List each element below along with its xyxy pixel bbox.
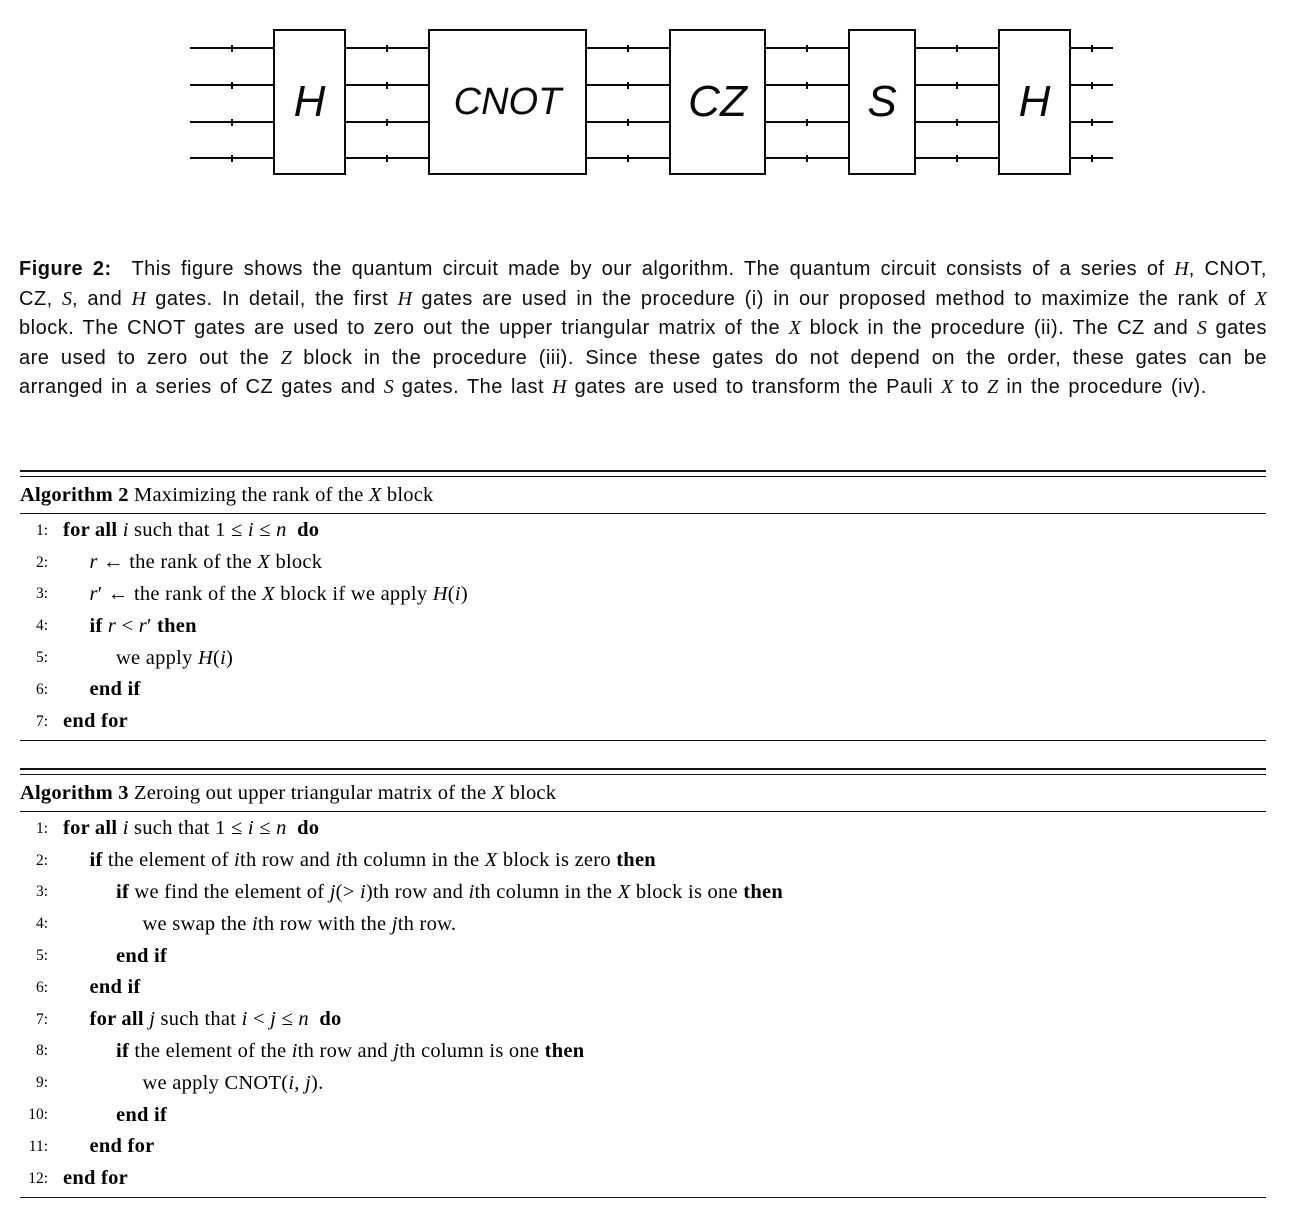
text-segment: block. The CNOT gates are used to zero out the upper triangular matrix of the	[19, 317, 789, 339]
wire-joint-tick	[386, 45, 388, 52]
text-segment: i	[359, 880, 366, 903]
line-number: 12:	[28, 1169, 48, 1187]
text-segment: H	[1174, 258, 1189, 280]
text-segment: Z	[280, 346, 292, 369]
algorithm-3-body	[20, 812, 1266, 1197]
text-segment: , CNOT, CZ,	[19, 258, 1267, 310]
text-segment: i	[288, 1071, 295, 1094]
text-segment: end for	[63, 1167, 128, 1190]
text-segment: )	[226, 646, 234, 669]
wire-joint-tick	[806, 82, 808, 89]
line-content	[63, 519, 319, 542]
text-segment: j	[270, 1008, 277, 1031]
text-segment: i	[468, 880, 475, 903]
gate-label: S	[867, 77, 897, 126]
text-segment: if	[116, 880, 130, 903]
text-segment: th row with the	[257, 912, 392, 935]
wire-joint-tick	[956, 82, 958, 89]
text-segment: to	[953, 376, 988, 398]
text-segment: ← the rank of the	[102, 582, 263, 605]
text-segment: Zeroing out upper triangular matrix of the	[128, 781, 492, 804]
text-segment: Maximizing the rank of the	[128, 483, 369, 506]
line-content	[90, 1008, 342, 1031]
text-segment: X	[491, 781, 505, 804]
text-segment: X	[257, 551, 271, 574]
line-content	[116, 647, 233, 670]
text-segment: n	[276, 519, 287, 542]
line-content	[90, 976, 141, 999]
text-segment: ).	[311, 1071, 324, 1094]
algorithm-line	[20, 908, 1266, 940]
line-number: 3:	[35, 883, 48, 901]
text-segment: )th row and	[365, 880, 469, 903]
text-segment: X	[262, 582, 275, 605]
text-segment: the element of the	[129, 1039, 292, 1062]
text-segment: Z	[987, 376, 999, 398]
wire-joint-tick	[956, 119, 958, 126]
line-content	[90, 849, 656, 872]
algorithm-2-block	[20, 470, 1266, 741]
text-segment: gates. The last	[393, 376, 553, 398]
text-segment: for all	[63, 519, 118, 542]
wire-joint-tick	[627, 82, 629, 89]
line-content	[63, 1167, 128, 1190]
text-segment: such that 1 ≤	[128, 519, 248, 542]
text-segment	[287, 519, 298, 541]
wire-joint-tick	[806, 45, 808, 52]
text-segment: This figure shows the quantum circuit made by our algorithm. The quantum circuit consists of a series of	[111, 258, 1175, 280]
text-segment: for all	[89, 1008, 144, 1031]
text-segment: block	[270, 551, 323, 574]
algorithm-line	[20, 1099, 1266, 1131]
text-segment: X	[788, 317, 802, 339]
text-segment: block is zero	[497, 849, 617, 872]
text-segment: end for	[89, 1135, 155, 1158]
wire-joint-tick	[627, 155, 629, 162]
text-segment: the element of	[102, 849, 235, 872]
algorithm-line	[20, 1163, 1266, 1195]
text-segment: <	[116, 614, 139, 637]
text-segment: do	[297, 817, 320, 840]
h-gate-2-box	[998, 29, 1071, 175]
text-segment: th row and	[297, 1039, 394, 1062]
text-segment: in the procedure (iv).	[998, 376, 1207, 398]
text-segment: end if	[89, 678, 141, 701]
line-number: 4:	[35, 617, 48, 635]
text-segment: th column in the	[341, 849, 485, 872]
text-segment: we swap the	[142, 912, 252, 935]
text-segment: H	[197, 646, 214, 669]
line-number: 5:	[35, 649, 48, 667]
text-segment: gates. In detail, the first	[145, 287, 398, 310]
line-number: 8:	[35, 1042, 48, 1060]
algorithm-line	[20, 877, 1266, 909]
wire-joint-tick	[1091, 82, 1093, 89]
text-segment: ′	[97, 582, 103, 605]
text-segment: gates are used in the procedure (i) in our proposed method to maximize the rank of	[412, 287, 1255, 310]
text-segment: r	[89, 551, 98, 574]
text-segment: then	[616, 849, 656, 872]
text-segment: do	[319, 1008, 342, 1031]
text-segment: do	[297, 519, 320, 542]
wire-joint-tick	[627, 119, 629, 126]
line-content	[143, 913, 457, 936]
algorithm-line	[20, 1004, 1266, 1036]
text-segment: such that 1 ≤	[128, 817, 248, 840]
text-segment: block in the procedure (iii). Since these gates do not depend on the order, these gates can be arranged in a series of CZ gates and	[19, 346, 1267, 398]
wire-joint-tick	[806, 119, 808, 126]
text-segment: n	[298, 1008, 309, 1031]
h-gate-1-box	[273, 29, 346, 175]
text-segment: if	[89, 849, 103, 872]
text-segment: block	[381, 483, 434, 506]
text-segment: end for	[63, 710, 128, 733]
text-segment: H	[552, 376, 567, 398]
text-segment: , and	[72, 287, 132, 310]
text-segment: X	[368, 483, 382, 506]
line-number: 1:	[35, 819, 48, 837]
text-segment: H	[397, 287, 413, 310]
text-segment: j	[305, 1071, 311, 1094]
text-segment: we apply CNOT(	[142, 1071, 289, 1094]
text-segment: j	[149, 1008, 156, 1031]
wire-joint-tick	[231, 155, 233, 162]
wire-joint-tick	[1091, 119, 1093, 126]
line-number: 6:	[35, 978, 48, 996]
text-segment: end if	[116, 944, 168, 967]
algorithm-line	[20, 845, 1266, 877]
text-segment: gates are used to transform the Pauli	[566, 376, 942, 398]
line-content	[63, 710, 128, 733]
text-segment: j	[391, 912, 398, 935]
algorithm-line	[20, 972, 1266, 1004]
text-segment: if	[116, 1039, 130, 1062]
text-segment: ≤	[253, 519, 277, 542]
algorithm-bottom-rule	[20, 1197, 1266, 1198]
line-number: 3:	[35, 585, 48, 603]
text-segment: block is one	[630, 880, 744, 903]
text-segment: ≤	[276, 1008, 299, 1031]
line-number: 6:	[35, 680, 48, 698]
line-content	[63, 817, 319, 840]
text-segment: X	[484, 849, 498, 872]
algorithm-line	[20, 610, 1266, 642]
text-segment: (	[213, 646, 221, 669]
wire-joint-tick	[231, 82, 233, 89]
text-segment: i	[247, 817, 254, 840]
algorithm-bottom-rule	[20, 740, 1266, 741]
gate-label: CNOT	[453, 80, 562, 123]
text-segment: i	[335, 849, 342, 872]
line-content	[116, 945, 167, 968]
algorithm-line	[20, 1036, 1266, 1068]
text-segment: we find the element of	[129, 880, 330, 903]
gate-label: H	[1018, 77, 1051, 126]
text-segment: then	[544, 1039, 585, 1062]
text-segment: block in the procedure (ii). The CZ and	[801, 317, 1197, 339]
text-segment: th column in the	[474, 880, 618, 903]
cz-gate-box	[669, 29, 766, 175]
text-segment: X	[941, 376, 954, 398]
wire-joint-tick	[386, 155, 388, 162]
text-segment: th row and	[240, 849, 336, 872]
text-segment: i	[122, 817, 129, 840]
line-content	[116, 881, 783, 904]
line-content	[90, 1135, 155, 1158]
text-segment: i	[251, 912, 258, 935]
text-segment: gates are used to zero out the	[19, 317, 1267, 369]
text-segment: r	[89, 582, 98, 605]
text-segment: end if	[89, 976, 141, 999]
line-number: 7:	[35, 712, 48, 730]
text-segment: j	[329, 880, 336, 903]
wire-joint-tick	[956, 45, 958, 52]
text-segment: such that	[155, 1008, 242, 1031]
wire-joint-tick	[806, 155, 808, 162]
algorithm-line	[20, 579, 1266, 611]
text-segment: r	[107, 614, 117, 637]
text-segment: for all	[63, 817, 118, 840]
text-segment	[309, 1008, 320, 1030]
wire-joint-tick	[231, 45, 233, 52]
text-segment: )	[460, 582, 468, 605]
line-number: 11:	[28, 1137, 48, 1155]
text-segment: i	[454, 582, 461, 605]
algorithm-line	[20, 940, 1266, 972]
text-segment: we apply	[116, 646, 198, 669]
text-segment: X	[1254, 287, 1267, 310]
line-content	[143, 1072, 324, 1095]
text-segment: (>	[335, 880, 360, 903]
algorithm-3-header	[20, 775, 1266, 812]
algorithm-line	[20, 813, 1266, 845]
line-number: 9:	[35, 1074, 48, 1092]
line-number: 2:	[35, 851, 48, 869]
wire-joint-tick	[956, 155, 958, 162]
quantum-circuit	[0, 0, 1290, 225]
text-segment: i	[122, 519, 129, 542]
line-number: 5:	[35, 947, 48, 965]
text-segment: <	[247, 1008, 271, 1031]
wire-joint-tick	[231, 119, 233, 126]
line-number: 10:	[28, 1106, 48, 1124]
line-content	[116, 1104, 167, 1127]
line-number: 1:	[35, 521, 48, 539]
line-content	[90, 583, 468, 606]
figure-caption	[19, 255, 1267, 403]
text-segment: block if we apply	[274, 582, 433, 605]
text-segment: H	[432, 582, 448, 605]
text-segment: S	[383, 376, 394, 398]
algorithm-2-header	[20, 477, 1266, 514]
text-segment: i	[291, 1039, 298, 1062]
line-content	[90, 678, 141, 701]
gate-label: H	[293, 77, 326, 126]
s-gate-box	[848, 29, 916, 175]
line-content	[116, 1040, 584, 1063]
text-segment: ′	[146, 614, 158, 637]
algorithm-2-body	[20, 514, 1266, 740]
text-segment: ← the rank of the	[97, 551, 258, 574]
wire-joint-tick	[1091, 155, 1093, 162]
text-segment: i	[234, 849, 240, 872]
text-segment: j	[393, 1039, 400, 1062]
text-segment: ≤	[253, 817, 277, 840]
text-segment: Figure 2:	[19, 258, 112, 280]
algorithm-3-block	[20, 768, 1266, 1198]
text-segment: X	[617, 880, 631, 903]
algorithm-line	[20, 1067, 1266, 1099]
algorithm-line	[20, 1131, 1266, 1163]
text-segment: H	[131, 287, 146, 310]
line-number: 4:	[35, 915, 48, 933]
text-segment: i	[241, 1008, 248, 1031]
wire-joint-tick	[386, 82, 388, 89]
text-segment: if	[89, 614, 103, 637]
line-content	[90, 551, 323, 574]
wire-joint-tick	[1091, 45, 1093, 52]
text-segment: Algorithm 3	[20, 781, 129, 804]
text-segment: ,	[294, 1071, 306, 1094]
text-segment: end if	[116, 1103, 168, 1126]
algorithm-line	[20, 706, 1266, 738]
text-segment: (	[447, 582, 455, 605]
text-segment: S	[62, 287, 72, 310]
text-segment: i	[247, 519, 254, 542]
algorithm-line	[20, 642, 1266, 674]
text-segment: block	[504, 781, 557, 804]
wire-joint-tick	[386, 119, 388, 126]
gate-label: CZ	[688, 77, 747, 126]
line-content	[90, 615, 197, 638]
line-number: 2:	[35, 553, 48, 571]
text-segment: Algorithm 2	[20, 483, 129, 506]
text-segment: r	[138, 614, 147, 637]
algorithm-line	[20, 547, 1266, 579]
text-segment: then	[157, 614, 197, 637]
cnot-gate-box	[428, 29, 587, 175]
text-segment	[287, 817, 298, 839]
line-number: 7:	[35, 1010, 48, 1028]
text-segment: th column is one	[399, 1039, 545, 1062]
text-segment: S	[1196, 317, 1207, 339]
text-segment: then	[743, 880, 784, 903]
text-segment: n	[276, 817, 287, 840]
wire-joint-tick	[627, 45, 629, 52]
algorithm-line	[20, 674, 1266, 706]
algorithm-line	[20, 515, 1266, 547]
text-segment: th row.	[397, 912, 457, 935]
text-segment: i	[220, 646, 227, 669]
